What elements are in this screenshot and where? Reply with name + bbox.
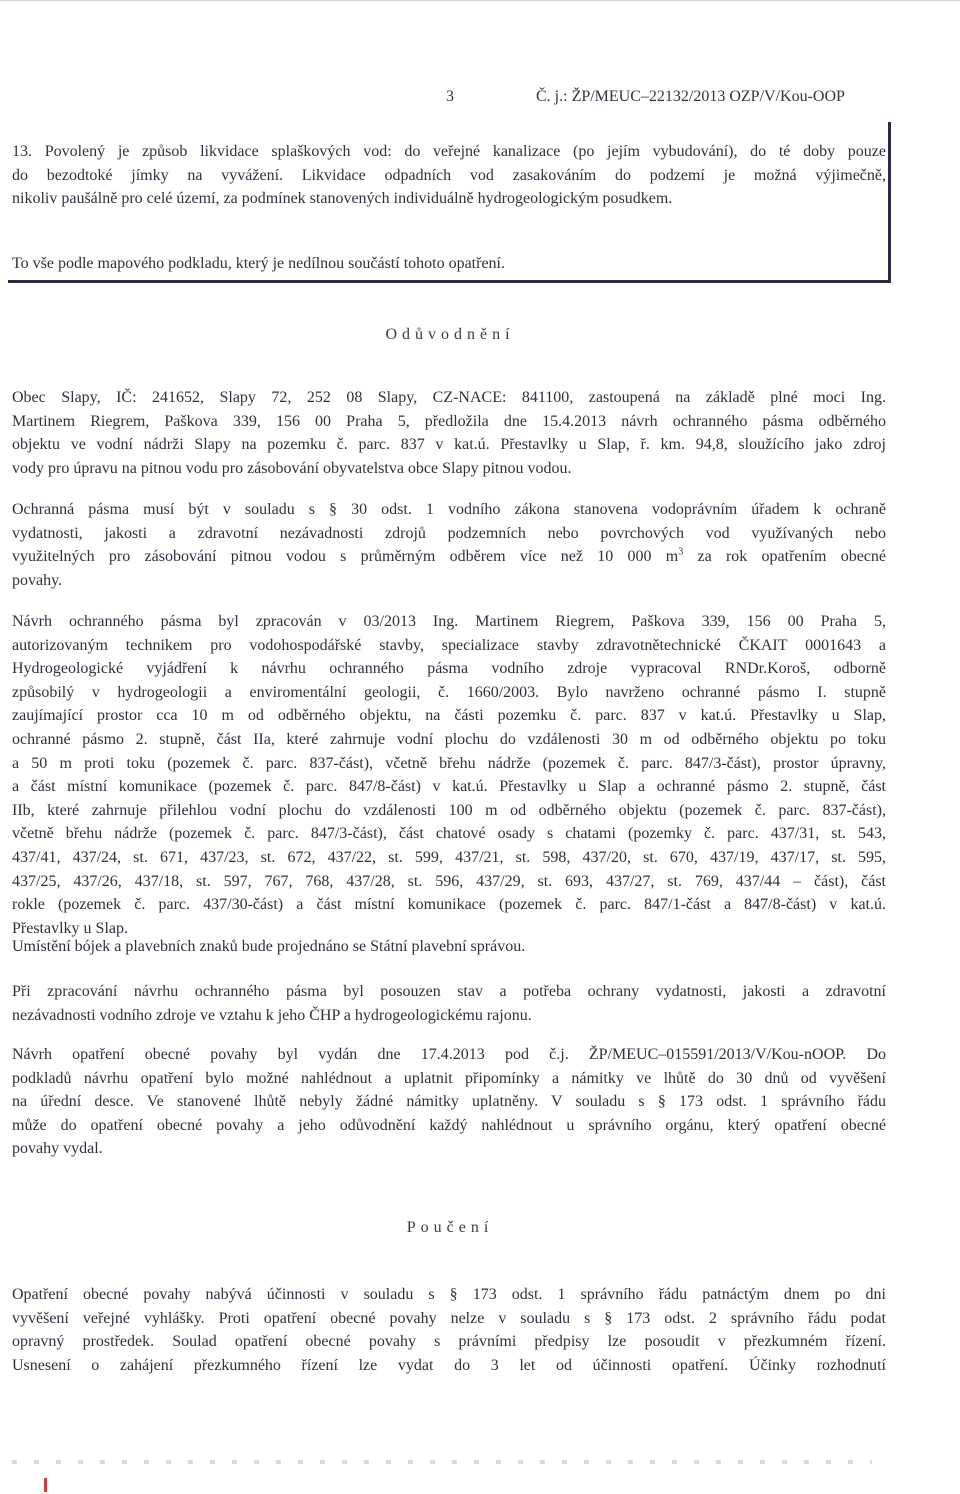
text-line: Obec Slapy, IČ: 241652, Slapy 72, 252 08 Slapy, CZ-NACE: 841100, zastoupená na základě plné moci Ing. (12, 389, 886, 406)
justification-paragraph-4 (12, 935, 886, 959)
text-line: vyvěšení veřejné vyhlášky. Proti opatření obecné povahy nelze v souladu s § 173 odst. 2 správního řádu podat (12, 1309, 886, 1327)
text-line: Přestavlky u Slap. (12, 919, 128, 937)
text-line: podkladů návrhu opatření bylo možné nahlédnout a uplatnit připomínky a námitky ve lhůtě do 30 dnů od vyvěšení (12, 1069, 886, 1087)
text-line: 13. Povolený je způsob likvidace splaškových vod: do veřejné kanalizace (po jejím vybudování), do té doby pouze (12, 143, 886, 160)
text-line: 437/25, 437/26, 437/18, st. 597, 767, 768, 437/28, st. 596, 437/29, st. 693, 437/27, st. 769, 437/44 – část), část (12, 872, 886, 890)
text-line: povahy. (12, 571, 63, 589)
section-title-pouceni: Poučení (406, 1219, 494, 1236)
section-title-oduvodneni: Odůvodnění (385, 326, 515, 343)
text-line: do bezodtoké jímky na vyvážení. Likvidace odpadních vod zasakováním do podzemí je možná výjimečně, (12, 166, 886, 184)
text-line: Návrh opatření obecné povahy byl vydán dne 17.4.2013 pod č.j. ŽP/MEUC–015591/2013/V/Kou-nOOP. Do (12, 1046, 886, 1063)
text-line: ochranné pásmo 2. stupně, část IIa, které zahrnuje vodní plochu do vzdálenosti 30 m od odběrného objektu po toku (12, 730, 886, 748)
text-fragment: využitelných pro zásobování pitnou vodou s průměrným odběrem více než 10 000 m (12, 548, 679, 566)
instruction-paragraph-1 (12, 1283, 886, 1377)
text-line: rokle (pozemek č. parc. 437/30-část) a část místní komunikace (pozemek č. parc. 847/1-část a 847/8-část) v kat.ú. (12, 896, 886, 914)
text-line: povahy vydal. (12, 1140, 103, 1158)
superscript: 3 (678, 546, 684, 558)
text-line: IIb, které zahrnuje přilehlou vodní plochu do vzdálenosti 100 m od odběrného objektu (pozemek č. parc. 837-část), (12, 801, 886, 819)
text-line: nezávadnosti vodního zdroje ve vztahu k jeho ČHP a hydrogeologickému rajonu. (12, 1006, 532, 1024)
text-line: včetně břehu nádrže (pozemek č. parc. 847/3-část), část chatové osady s chatami (pozemky č. parc. 437/31, st. 543, (12, 825, 886, 843)
text-line: Při zpracování návrhu ochranného pásma byl posouzen stav a potřeba ochrany vydatnosti, jakosti a zdravotní (12, 983, 886, 1000)
text-line: opravný prostředek. Soulad opatření obecné povahy s právními předpisy lze posoudit v přezkumném řízení. (12, 1333, 886, 1351)
item-13-paragraph (12, 140, 886, 211)
text-line: a část místní komunikace (pozemek č. parc. 847/8-část) v kat.ú. Přestavlky u Slap a ochranné pásmo 2. stupně, část (12, 778, 886, 796)
text-line: Umístění bójek a plavebních znaků bude projednáno se Státní plavební správou. (12, 938, 526, 955)
text-line: a 50 m proti toku (pozemek č. parc. 837-část), včetně břehu nádrže (pozemek č. parc. 847/3-část), prostor úpravny, (12, 754, 886, 772)
text-line: vydatnosti, jakosti a zdravotní nezávadnosti zdrojů podzemních nebo povrchových vod využívaných nebo (12, 524, 886, 542)
scan-mark (44, 1478, 47, 1492)
top-edge-rule (0, 0, 960, 1)
text-line: Usnesení o zahájení přezkumného řízení lze vydat do 3 let od účinnosti opatření. Účinky rozhodnutí (12, 1356, 886, 1374)
text-line: Martinem Riegrem, Paškova 339, 156 00 Praha 5, předložila dne 15.4.2013 návrh ochranného pásma odběrného (12, 412, 886, 430)
text-line: objektu ve vodní nádrži Slapy na pozemku č. parc. 837 v kat.ú. Přestavlky u Slap, ř. km. 94,8, sloužícího jako zdroj (12, 436, 886, 454)
map-note-paragraph (12, 252, 886, 276)
text-line: 437/41, 437/24, st. 671, 437/23, st. 672, 437/22, st. 599, 437/21, st. 598, 437/20, st. 670, 437/19, 437/17, st. 595, (12, 848, 886, 866)
text-fragment: za rok opatřením obecné (683, 548, 886, 566)
justification-paragraph-2 (12, 498, 886, 592)
text-line: vody pro úpravu na pitnou vodu pro zásobování obyvatelstva obce Slapy pitnou vodou. (12, 459, 572, 477)
text-line: Opatření obecné povahy nabývá účinnosti v souladu s § 173 odst. 1 správního řádu patnáctým dnem po dni (12, 1286, 886, 1303)
justification-paragraph-6 (12, 1043, 886, 1161)
reference-number: Č. j.: ŽP/MEUC–22132/2013 OZP/V/Kou-OOP (536, 88, 845, 105)
text-line: Návrh ochranného pásma byl zpracován v 03/2013 Ing. Martinem Riegrem, Paškova 339, 156 00 Praha 5, (12, 613, 886, 630)
text-line-with-superscript (12, 545, 886, 569)
map-note: To vše podle mapového podkladu, který je nedílnou součástí tohoto opatření. (12, 255, 505, 272)
text-line: nikoliv paušálně pro celé území, za podmínek stanovených individuálně hydrogeologickým posudkem. (12, 190, 673, 208)
text-line: způsobilý v hydrogeologii a enviromentální geologii, č. 1660/2003. Bylo navrženo ochranné pásmo I. stupně (12, 683, 886, 701)
faded-cut-off-line (12, 1460, 872, 1464)
justification-paragraph-5 (12, 980, 886, 1027)
text-line: Hydrogeologické vyjádření k návrhu ochranného pásma vodního zdroje vypracoval RNDr.Koroš, odborně (12, 660, 886, 678)
text-line: Ochranná pásma musí být v souladu s § 30 odst. 1 vodního zákona stanovena vodoprávním úřadem k ochraně (12, 501, 886, 518)
page-number: 3 (446, 88, 454, 105)
text-line: na úřední desce. Ve stanovené lhůtě nebyly žádné námitky uplatněny. V souladu s § 173 odst. 1 správního řádu (12, 1093, 886, 1111)
text-line: autorizovaným technikem pro vodohospodářské stavby, specializace stavby zdravotnětechnické ČKAIT 0001643 a (12, 636, 886, 654)
text-line: zaujímající prostor cca 10 m od odběrného objektu, na části pozemku č. parc. 837 v kat.ú. Přestavlky u Slap, (12, 707, 886, 725)
justification-paragraph-3 (12, 610, 886, 940)
justification-paragraph-1 (12, 386, 886, 480)
text-line: může do opatření obecné povahy a jeho odůvodnění každý nahlédnout u správního orgánu, který opatření obecné (12, 1116, 886, 1134)
